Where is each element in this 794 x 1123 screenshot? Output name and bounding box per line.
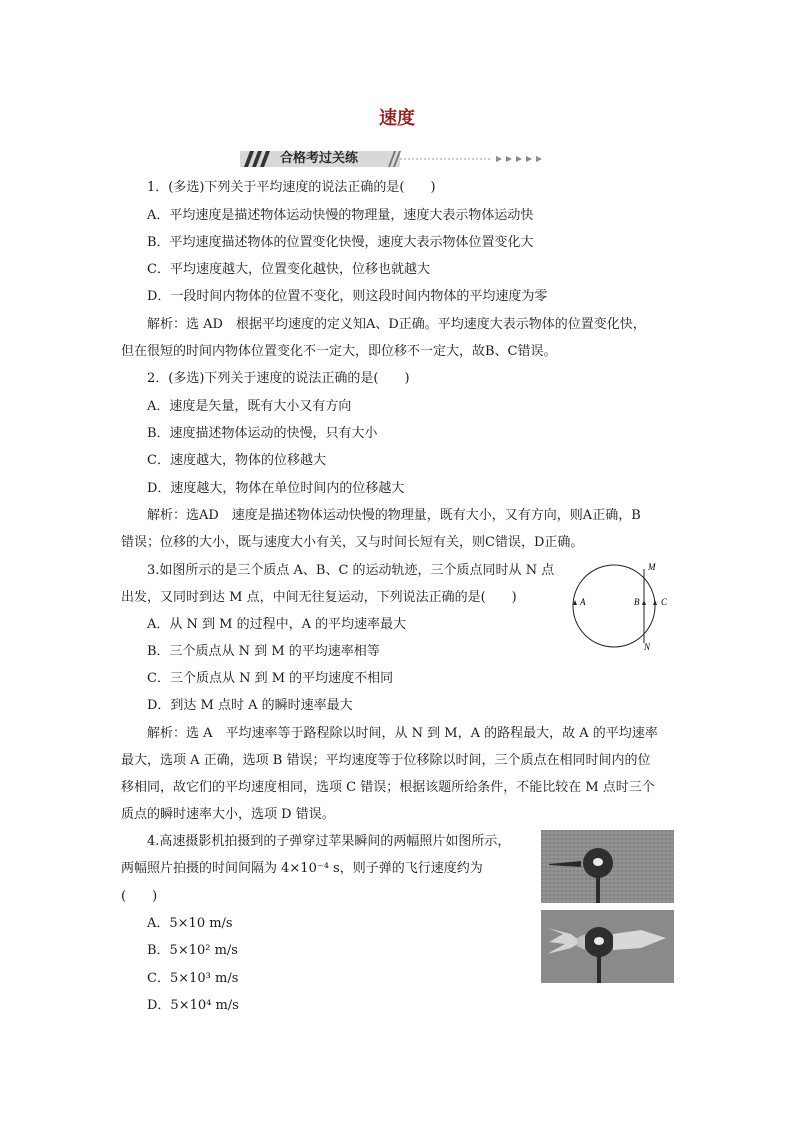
q3-analysis-line4: 质点的瞬时速率大小，选项 D 错误。 <box>121 807 335 822</box>
q4-option-c: C．5×10³ m/s <box>147 971 239 986</box>
arrow-c-icon <box>653 600 657 605</box>
q4-stem-line2: 两幅照片拍摄的时间间隔为 4×10⁻⁴ s，则子弹的飞行速度约为 <box>121 861 483 876</box>
page-title: 速度 <box>379 108 415 129</box>
arrow-b-icon <box>642 600 646 605</box>
trajectory-diagram <box>568 558 680 658</box>
q1-option-b: B．平均速度描述物体的位置变化快慢，速度大表示物体位置变化大 <box>147 235 534 250</box>
q2-option-c: C．速度越大，物体的位移越大 <box>147 453 326 468</box>
section-banner <box>240 148 552 170</box>
q1-analysis-line1: 解析：选 AD 根据平均速度的定义知A、D正确。平均速度大表示物体的位置变化快， <box>147 317 646 332</box>
q2-analysis-line2: 错误；位移的大小，既与速度大小有关，又与时间长短有关，则C错误，D正确。 <box>121 535 584 550</box>
q3-analysis-line2: 最大，选项 A 正确，选项 B 错误；平均速度等于位移除以时间，三个质点在相同时间内的位 <box>121 753 651 768</box>
q1-stem: 1．(多选)下列关于平均速度的说法正确的是( ) <box>147 180 436 195</box>
q1-option-c: C．平均速度越大，位置变化越快，位移也就越大 <box>147 262 430 277</box>
label-n: N <box>644 642 651 652</box>
q1-option-a: A．平均速度是描述物体运动快慢的物理量，速度大表示物体运动快 <box>147 208 534 223</box>
q4-stem-line1: 4.高速摄影机拍摄到的子弹穿过苹果瞬间的两幅照片如图所示， <box>147 834 511 849</box>
q3-option-a: A．从 N 到 M 的过程中，A 的平均速率最大 <box>147 617 407 632</box>
q3-option-b: B．三个质点从 N 到 M 的平均速率相等 <box>147 644 380 659</box>
label-b: B <box>634 597 640 607</box>
label-c: C <box>661 597 668 607</box>
q2-option-d: D．速度越大，物体在单位时间内的位移越大 <box>147 481 405 496</box>
q3-analysis-line3: 移相同，故它们的平均速度相同，选项 C 错误；根据该题所给条件，不能比较在 M 点时三个 <box>121 780 655 795</box>
label-m: M <box>648 562 656 572</box>
q3-option-d: D．到达 M 点时 A 的瞬时速率最大 <box>147 698 353 713</box>
bullet-apple-photos <box>541 830 674 983</box>
q1-analysis-line2: 但在很短的时间内物体位置变化不一定大，即位移不一定大，故B、C错误。 <box>121 344 557 359</box>
label-a: A <box>580 597 586 607</box>
q4-option-a: A．5×10 m/s <box>147 916 233 931</box>
q2-option-b: B．速度描述物体运动的快慢，只有大小 <box>147 426 378 441</box>
q4-option-d: D．5×10⁴ m/s <box>147 998 239 1013</box>
q3-option-c: C．三个质点从 N 到 M 的平均速度不相同 <box>147 671 394 686</box>
q4-stem-line3: ( ) <box>121 889 158 904</box>
q3-analysis-line1: 解析：选 A 平均速率等于路程除以时间，从 N 到 M，A 的路程最大，故 A 的平均速率 <box>147 726 658 741</box>
q3-stem-line2: 出发，又同时到达 M 点，中间无往复运动，下列说法正确的是( ) <box>121 590 517 605</box>
q3-stem-line1: 3.如图所示的是三个质点 A、B、C 的运动轨迹，三个质点同时从 N 点 <box>147 563 555 578</box>
q2-analysis-line1: 解析：选AD 速度是描述物体运动快慢的物理量，既有大小，又有方向，则A正确，B <box>147 508 641 523</box>
q2-stem: 2．(多选)下列关于速度的说法正确的是( ) <box>147 371 410 386</box>
banner-label: 合格考过关练 <box>280 151 359 166</box>
q2-option-a: A．速度是矢量，既有大小又有方向 <box>147 399 352 414</box>
q4-option-b: B．5×10² m/s <box>147 943 238 958</box>
q1-option-d: D．一段时间内物体的位置不变化，则这段时间内物体的平均速度为零 <box>147 289 548 304</box>
